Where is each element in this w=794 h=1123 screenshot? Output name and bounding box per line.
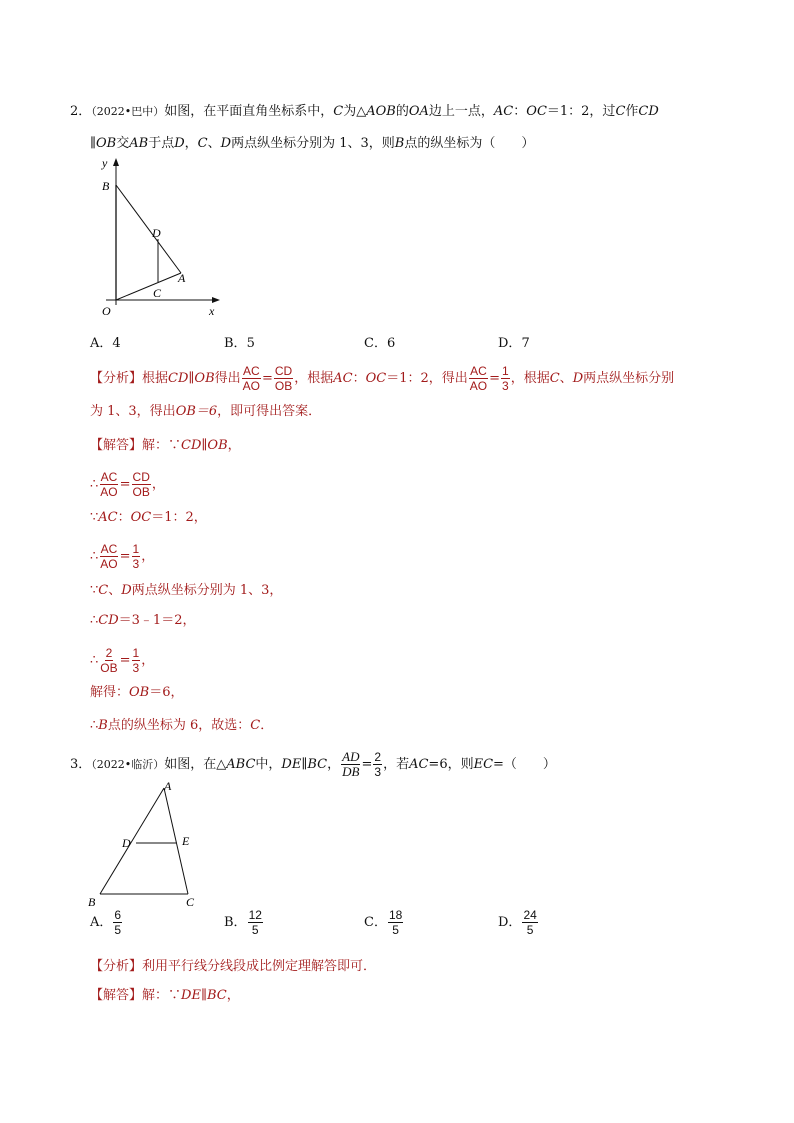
q2-option-b[interactable]: B．5 (224, 336, 255, 351)
q2-answer-step4: ∵C、D两点纵坐标分别为 1、3， (90, 583, 283, 598)
q3-option-c[interactable]: C． $\frac{18}{5}$ (364, 908, 403, 937)
q2-answer-line1: 【解答】解：∵CD∥OB， (90, 438, 241, 453)
fraction: $\frac{1}{3}$ (132, 646, 140, 675)
q2-answer-step1: ∴ $\frac{AC}{AO}$ = $\frac{CD}{OB}$ ， (90, 470, 165, 499)
fraction: $\frac{AC}{AO}$ (469, 364, 488, 393)
fraction: $\frac{CD}{OB}$ (132, 470, 150, 499)
fraction: $\frac{1}{3}$ (132, 542, 140, 571)
fraction: $\frac{CD}{OB}$ (274, 364, 293, 393)
label-x: x (209, 304, 215, 318)
fraction: $\frac{24}{5}$ (523, 908, 537, 937)
question-number: 3． (70, 757, 92, 772)
label-d: D (122, 836, 131, 850)
segment-ab (100, 788, 164, 894)
q2-stem-line1: 2．（2022•巴中）如图，在平面直角坐标系中，C为△AOB的OA边上一点，AC：OC＝1：2，过C作CD (70, 104, 659, 119)
label-d: D (152, 226, 161, 240)
q2-answer-step8: ∴B点的纵坐标为 6，故选：C． (90, 718, 274, 733)
label-b: B (102, 179, 110, 193)
fraction: $\frac{18}{5}$ (388, 908, 403, 937)
analysis-tag: 【分析】 (90, 959, 143, 974)
fraction: $\frac{2}{3}$ (374, 750, 382, 779)
label-a: A (164, 779, 172, 793)
q3-triangle-figure (84, 778, 214, 910)
q3-analysis: 【分析】利用平行线分线段成比例定理解答即可． (90, 959, 377, 974)
q3-stem: 3．（2022•临沂）如图，在△ABC中，DE∥BC， $\frac{AD}{DB}$ = $\frac{2}{3}$ ，若AC=6，则EC=（ ） (70, 749, 556, 779)
q2-option-c[interactable]: C．6 (364, 336, 396, 351)
fraction: $\frac{2}{OB}$ (100, 646, 118, 675)
fraction: $\frac{12}{5}$ (248, 908, 262, 937)
q3-option-b[interactable]: B． $\frac{12}{5}$ (224, 908, 262, 937)
q2-option-d[interactable]: D．7 (498, 336, 530, 351)
q2-answer-step7: 解得：OB＝6， (90, 685, 184, 700)
label-c: C (186, 895, 195, 909)
fraction: $\frac{1}{3}$ (502, 364, 509, 393)
q3-option-d[interactable]: D． $\frac{24}{5}$ (498, 908, 537, 937)
q2-answer-step3: ∴ $\frac{AC}{AO}$ = $\frac{1}{3}$ ， (90, 542, 155, 571)
segment-ba (116, 185, 181, 273)
label-e: E (182, 834, 190, 848)
question-source: （2022•巴中） (91, 105, 165, 118)
fraction: $\frac{AC}{AO}$ (100, 542, 118, 571)
q2-answer-step6: ∴ $\frac{2}{OB}$ = $\frac{1}{3}$ ， (90, 646, 155, 675)
label-b: B (88, 895, 96, 909)
q2-analysis-line1: 【分析】根据CD∥OB得出 $\frac{AC}{AO}$ = $\frac{CD}{OB}$ ，根据AC：OC＝1：2，得出 $\frac{AC}{AO}$ = $\frac{1}{3}$ ，根据C、D两点纵坐标分别 (90, 364, 675, 393)
question-source: （2022•临沂） (91, 758, 165, 771)
q2-coordinate-figure (88, 155, 228, 320)
x-axis-arrow (212, 297, 220, 303)
label-c: C (153, 286, 162, 300)
label-a: A (178, 271, 186, 285)
answer-tag: 【解答】 (90, 438, 143, 453)
analysis-tag: 【分析】 (90, 371, 143, 386)
question-number: 2． (70, 104, 92, 119)
label-o: O (102, 304, 111, 318)
fraction: $\frac{AD}{DB}$ (342, 749, 360, 779)
fraction: $\frac{AC}{AO}$ (242, 364, 260, 393)
q3-answer: 【解答】解：∵DE∥BC， (90, 988, 240, 1003)
q2-answer-step5: ∴CD＝3﹣1＝2， (90, 613, 196, 628)
label-y: y (102, 156, 108, 170)
q2-analysis-line2: 为 1、3，得出OB＝6，即可得出答案． (90, 404, 322, 419)
q2-answer-step2: ∵AC：OC＝1：2， (90, 510, 207, 525)
fraction: $\frac{6}{5}$ (114, 908, 122, 937)
q2-stem-line2: ∥OB交AB于点D，C、D两点纵坐标分别为 1、3，则B点的纵坐标为（ ） (90, 136, 535, 151)
q3-option-a[interactable]: A． $\frac{6}{5}$ (90, 908, 122, 937)
segment-oa (116, 273, 181, 300)
q2-option-a[interactable]: A．4 (90, 336, 121, 351)
y-axis-arrow (113, 158, 119, 166)
fraction: $\frac{AC}{AO}$ (100, 470, 118, 499)
answer-tag: 【解答】 (90, 988, 143, 1003)
